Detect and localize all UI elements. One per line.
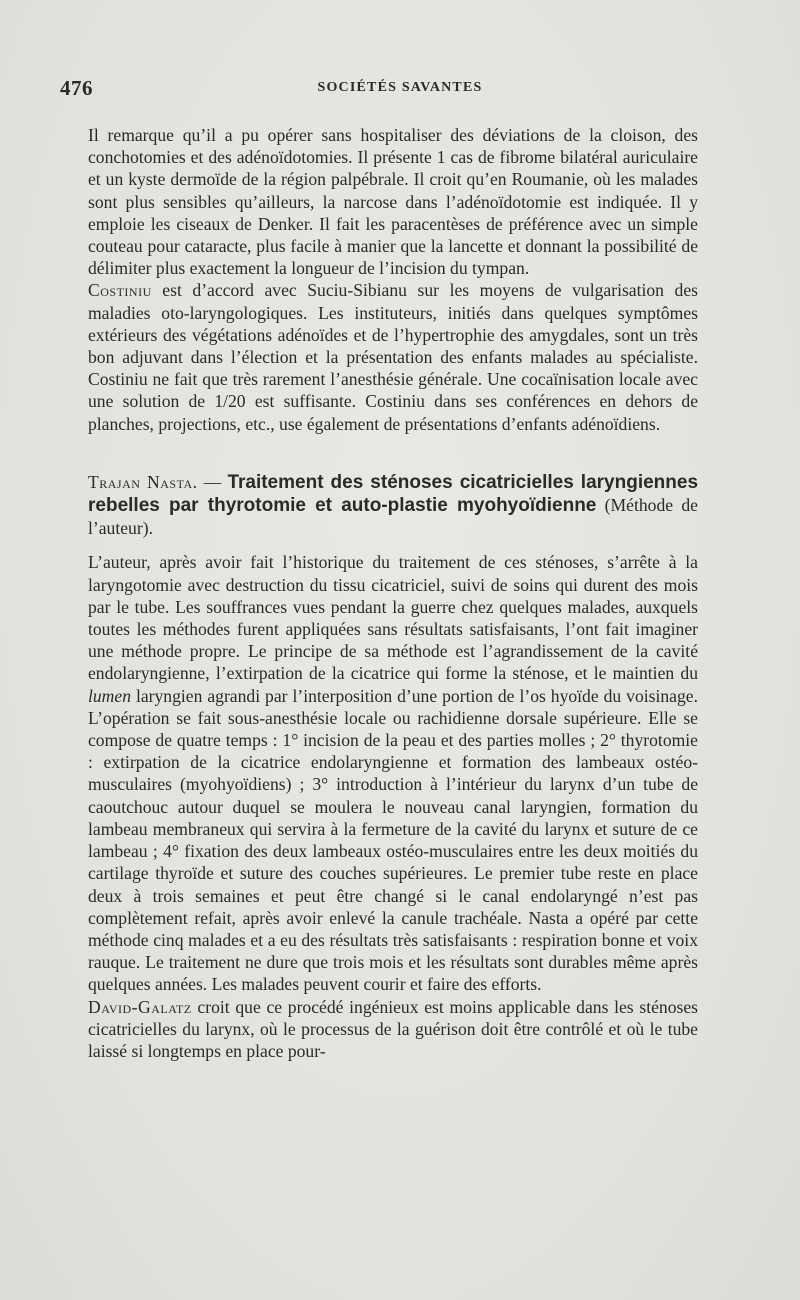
- running-head: SOCIÉTÉS SAVANTES: [317, 80, 483, 95]
- paragraph-4-text: croit que ce procédé ingénieux est moins applicable dans les sténoses cicatricielles du larynx, où le processus de la guérison doit être contrôlé et où le tube laissé si longtemps en place pour-: [88, 996, 698, 1061]
- section-author: Trajan Nasta.: [88, 471, 198, 492]
- paragraph-3: [88, 551, 698, 995]
- section-dash: —: [197, 471, 228, 492]
- article-body: [88, 124, 698, 1062]
- author-name-costiniu: Costiniu: [88, 280, 152, 301]
- section-heading: [88, 471, 698, 540]
- spacer: [88, 539, 698, 551]
- paragraph-3-part-a: L’auteur, après avoir fait l’historique du traitement de ces sténoses, s’arrête à la laryngotomie avec destruction du tissu cicatriciel, suivi de soins qui durent des mois par le tube. Les souffrances vues pendant la guerre chez quelques malades, auxquels toutes les méthodes furent appliquées sans résultats satisfaisants, l’ont fait imaginer une méthode propre. Le principe de sa méthode est l’agrandissement de la cavité endolaryngienne, l’extirpation de la cicatrice qui forme la sténose, et le maintien du: [88, 552, 698, 684]
- paragraph-2-text: est d’accord avec Suciu-Sibianu sur les moyens de vulgarisation des maladies oto-laryngologiques. Les instituteurs, initiés dans quelques symptômes extérieurs des végétations adénoïdes et de l’hypertrophie des amygdales, sont un très bon adjuvant dans l’élection et la présentation des enfants malades au spécialiste. Costiniu ne fait que très rarement l’anesthésie générale. Une cocaïnisation locale avec une solution de 1/20 est suffisante. Costiniu dans ses conférences en dehors de planches, projections, etc., use également de présentations d’enfants adénoïdiens.: [88, 280, 698, 434]
- section-subtitle: (Méthode de l’auteur).: [88, 495, 698, 539]
- page-header: [60, 76, 740, 106]
- section-title: Traitement des sténoses cicatricielles laryngiennes rebelles par thyrotomie et auto-plastie myohyoïdienne: [88, 471, 699, 517]
- paragraph-3-part-b: laryngien agrandi par l’interposition d’une portion de l’os hyoïde du voisinage. L’opération se fait sous-anesthésie locale ou rachidienne dorsale supérieure. Elle se compose de quatre temps : 1° incision de la peau et des parties molles ; 2° thyrotomie : extirpation de la cicatrice endolaryngienne et formation des lambeaux ostéo-musculaires (myohyoïdiens) ; 3° introduction à l’intérieur du larynx d’un tube de caoutchouc autour duquel se moulera le nouveau canal laryngien, formation du lambeau membraneux qui servira à la fermeture de la cavité du larynx et suture de ce lambeau ; 4° fixation des deux lambeaux ostéo-musculaires entre les deux moitiés du cartilage thyroïde et suture des couches supérieures. Le premier tube reste en place deux à trois semaines et peut être changé si le canal endolaryngé n’est pas complètement refait, après avoir enlevé la canule trachéale. Nasta a opéré par cette méthode cinq malades et a eu des résultats très satisfaisants : respiration bonne et voix rauque. Le traitement ne dure que trois mois et les résultats sont durables même après quelques années. Les malades peuvent courir et faire des efforts.: [88, 685, 698, 995]
- author-name-david-galatz: David-Galatz: [88, 996, 192, 1017]
- paragraph-2: [88, 279, 698, 434]
- paragraph-1: Il remarque qu’il a pu opérer sans hospitaliser des déviations de la cloison, des conchotomies et des adénoïdotomies. Il présente 1 cas de fibrome bilatéral auriculaire et un kyste dermoïde de la région palpébrale. Il croit qu’en Roumanie, où les malades sont plus sensibles qu’ailleurs, la narcose dans l’adénoïdotomie est indiquée. Il y emploie les ciseaux de Denker. Il fait les paracentèses de préférence avec un simple couteau pour cataracte, plus facile à manier que la lancette et donnant la possibilité de délimiter plus exactement la longueur de l’incision du tympan.: [88, 125, 698, 279]
- paragraph-3-italic: lumen: [88, 685, 131, 706]
- page-number: 476: [60, 76, 93, 100]
- paragraph-4: [88, 996, 698, 1063]
